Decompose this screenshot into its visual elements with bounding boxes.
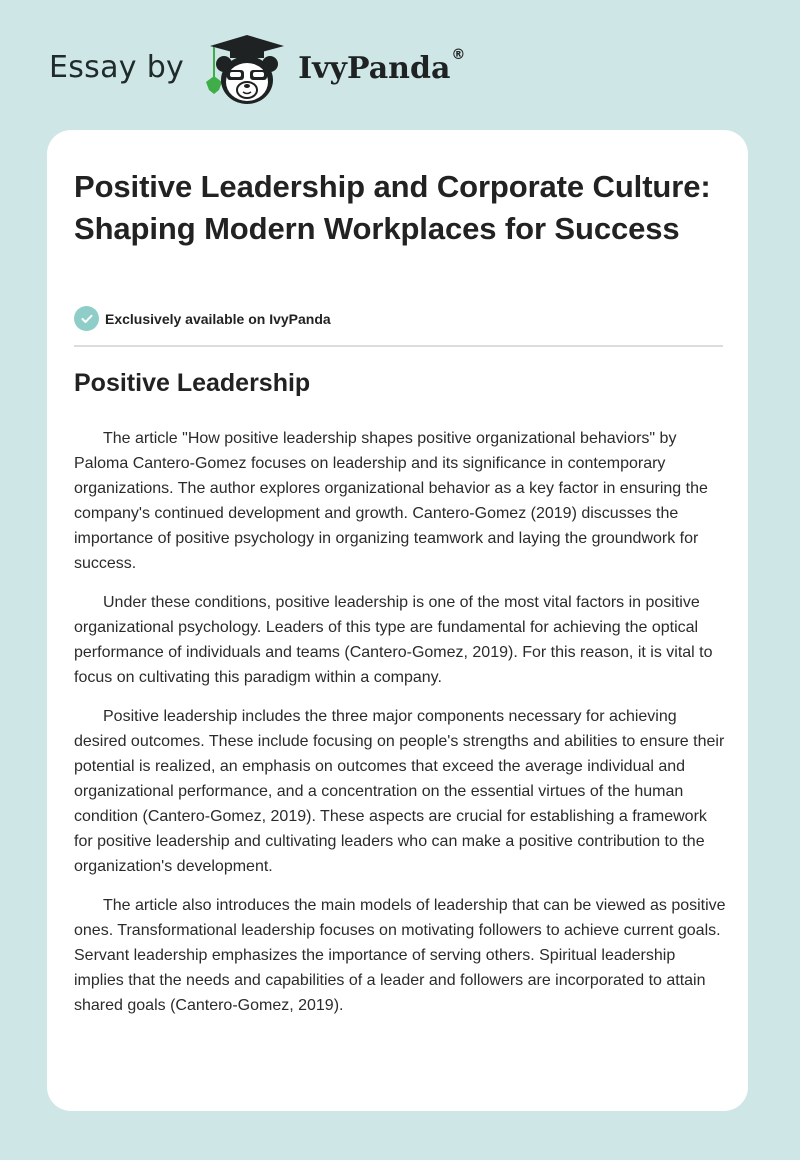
paragraph: The article also introduces the main models of leadership that can be viewed as positive ones. Transformational leadership focuses on motivating followers to achieve current goals. Servant leadership emphasizes the importance of serving others. Spiritual leadership implies that the needs and capabilities of a leader and followers are incorporated to attain shared goals (Cantero-Gomez, 2019). <box>74 897 726 1014</box>
brand-name-text: IvyPanda <box>298 50 451 86</box>
exclusive-badge <box>74 306 331 331</box>
essay-card <box>47 130 748 1111</box>
brand-name <box>298 46 466 86</box>
divider <box>74 345 723 347</box>
check-circle-icon <box>74 306 99 331</box>
registered-mark: ® <box>451 46 466 63</box>
essay-title: Positive Leadership and Corporate Culture: Shaping Modern Workplaces for Success <box>74 169 711 246</box>
paragraph: The article "How positive leadership shapes positive organizational behaviors" by Paloma Cantero-Gomez focuses on leadership and its significance in contemporary organizations. The author explores organizational behavior as a key factor in ensuring the company's continued development and growth. Cantero-Gomez (2019) discusses the importance of positive psychology in organizing teamwork and laying the groundwork for success. <box>74 430 708 572</box>
exclusive-label: Exclusively available on IvyPanda <box>105 310 331 327</box>
section-heading: Positive Leadership <box>74 369 311 397</box>
paragraph: Positive leadership includes the three major components necessary for achieving desired outcomes. These include focusing on people's strengths and abilities to ensure their potential is realized, an emphasis on outcomes that exceed the average individual and organizational performance, and a concentration on the essential virtues of the human condition (Cantero-Gomez, 2019). These aspects are crucial for establishing a framework for positive leadership and cultivating leaders who can make a positive contribution to the organization's development. <box>74 708 725 875</box>
essay-body <box>74 426 729 1032</box>
panda-graduate-logo-icon <box>202 32 292 108</box>
brand-prefix: Essay by <box>49 49 185 85</box>
paragraph: Under these conditions, positive leadership is one of the most vital factors in positive organizational psychology. Leaders of this type are fundamental for achieving the optical performance of individuals and teams (Cantero-Gomez, 2019). For this reason, it is vital to focus on cultivating this paradigm within a company. <box>74 594 713 686</box>
site-header-brand[interactable] <box>49 34 465 106</box>
